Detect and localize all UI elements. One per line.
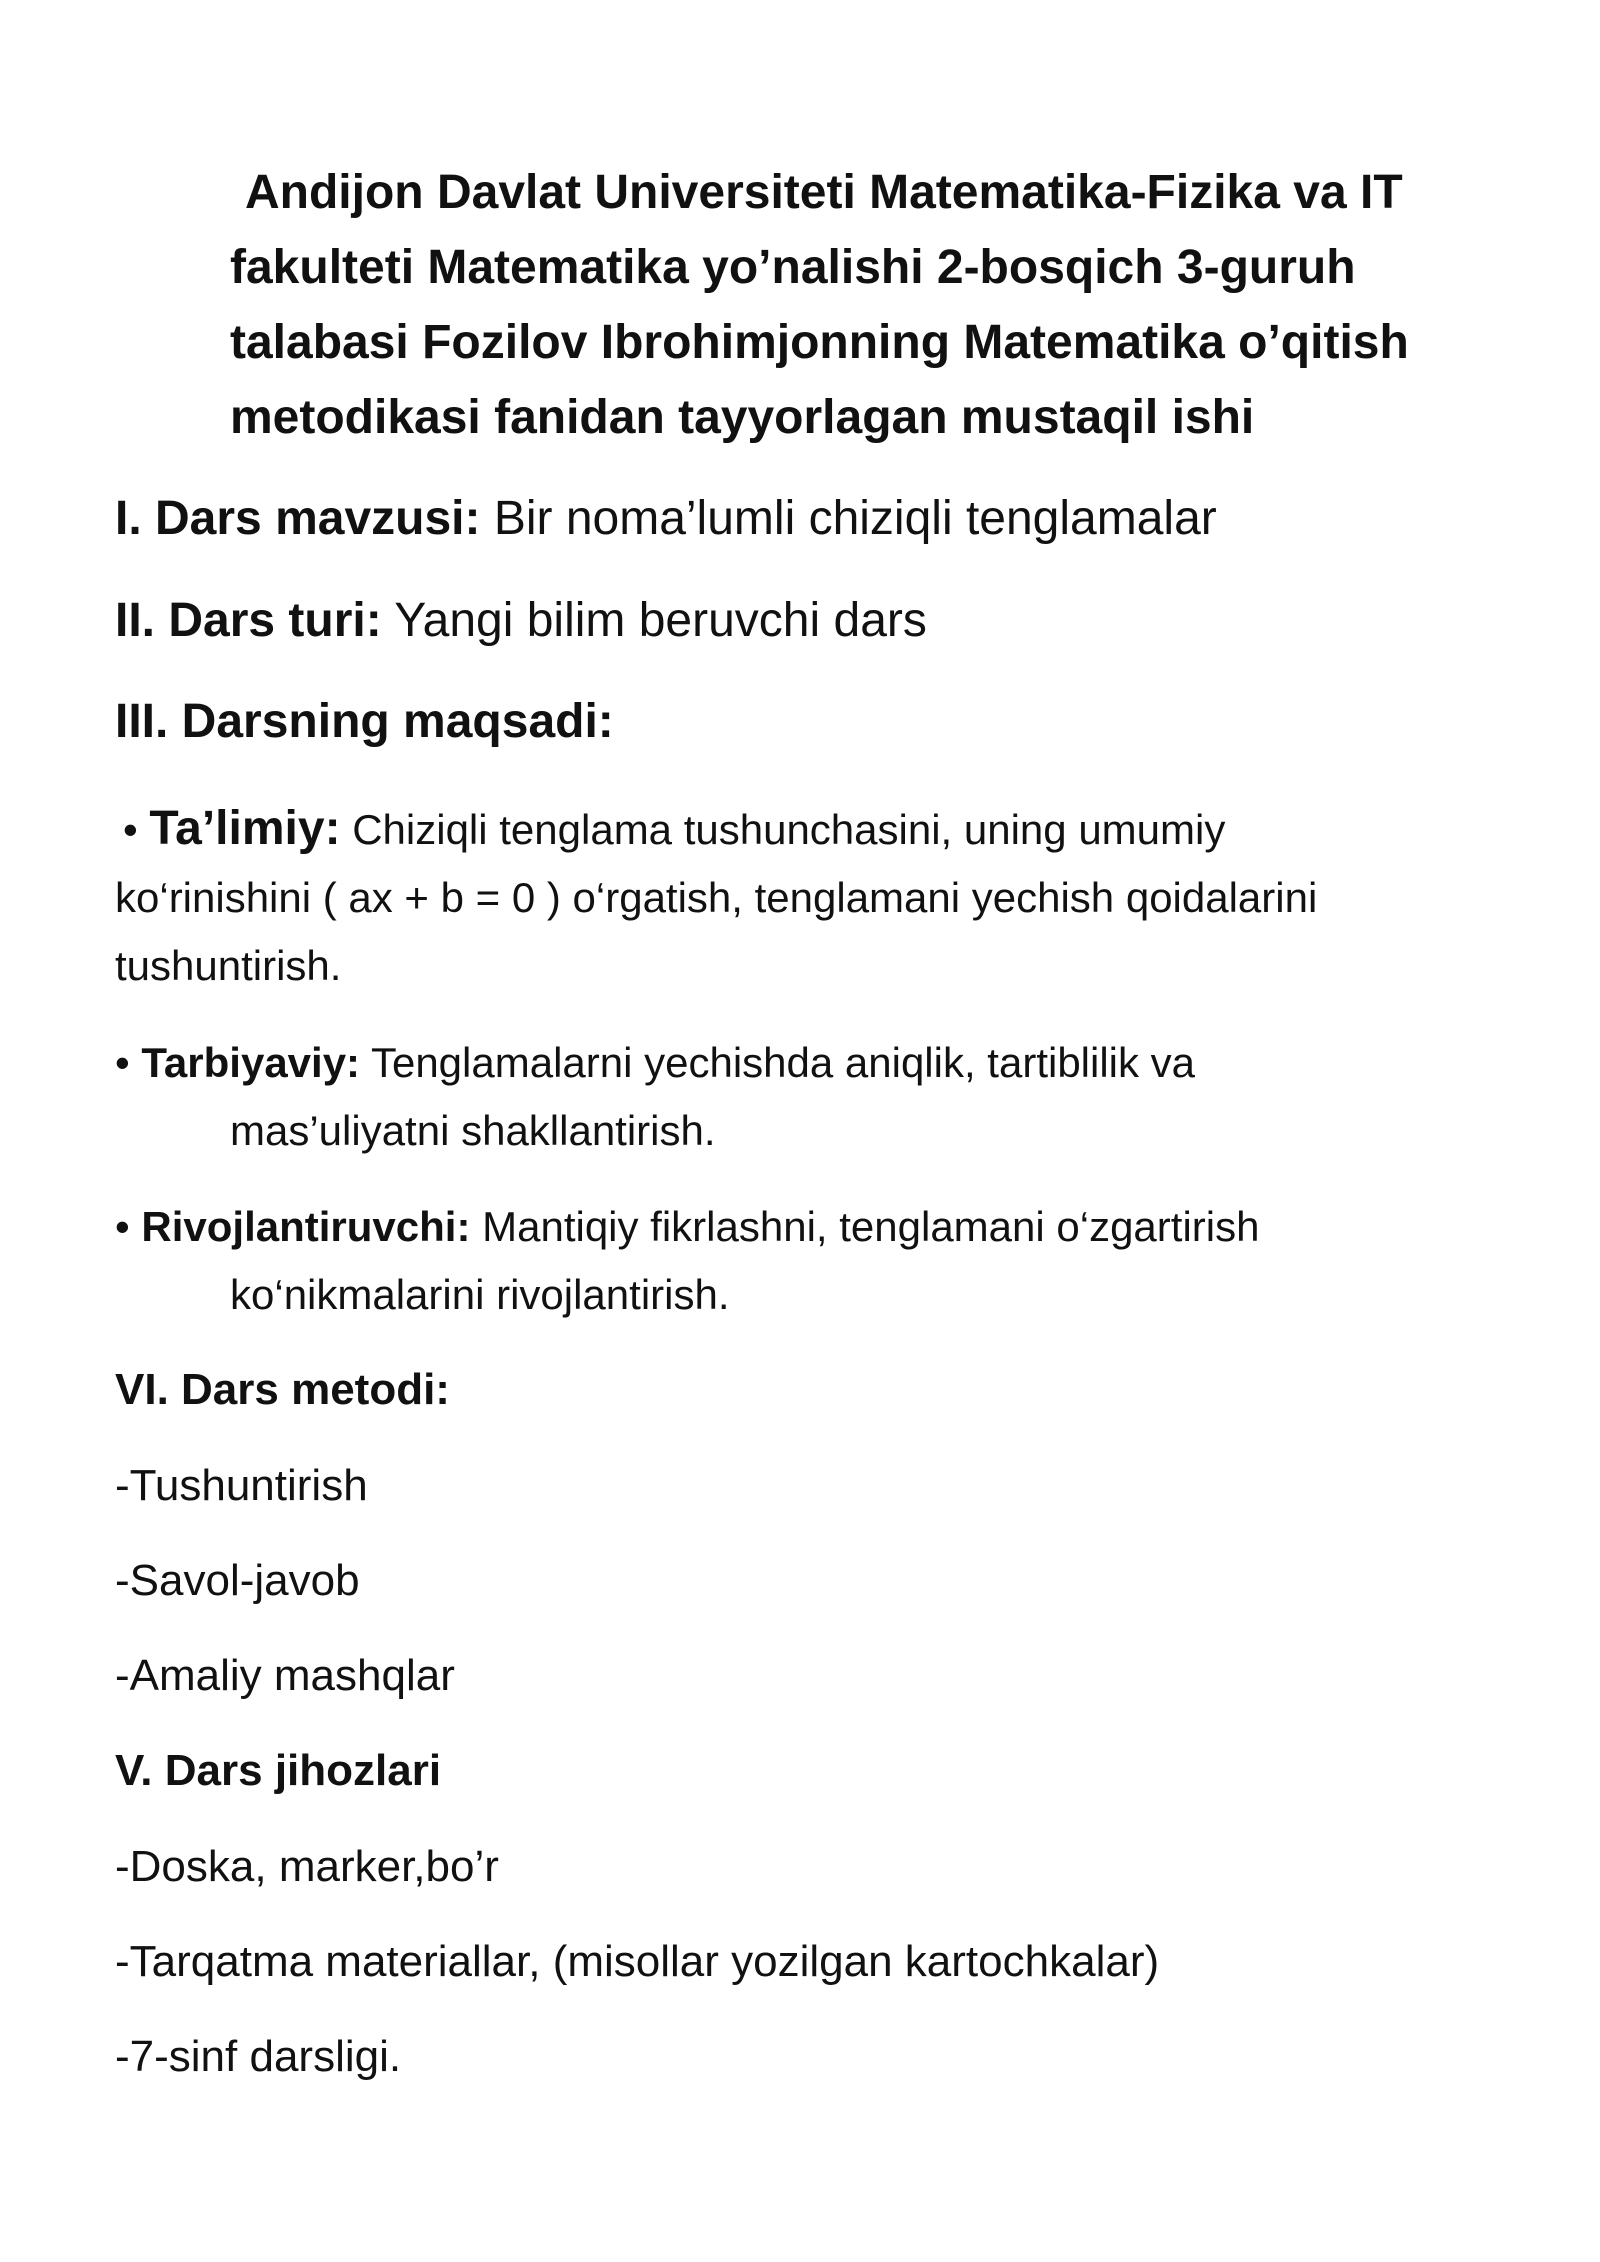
equipment-heading: V. Dars jihozlari [115, 1746, 442, 1795]
goal-educational-label: Ta’limiy: [149, 802, 341, 855]
lesson-topic-value: Bir noma’lumli chiziqli tenglamalar [480, 492, 1217, 545]
goal-educational-text-3: tushuntirish. [115, 942, 342, 989]
equipment-item-1: -Doska, marker,bo’r [115, 1842, 499, 1891]
method-item-3: -Amaliy mashqlar [115, 1651, 455, 1700]
equipment-item-3: -7-sinf darsligi. [115, 2032, 402, 2081]
lesson-type-value: Yangi bilim beruvchi dars [381, 594, 927, 647]
title-line-2: fakulteti Matematika yo’nalishi 2-bosqich 3-guruh [230, 241, 1356, 294]
goal-upbringing-text-2: mas’uliyatni shakllantirish. [230, 1107, 716, 1154]
lesson-goals-heading: III. Darsning maqsadi: [115, 695, 614, 748]
goal-developmental-label: Rivojlantiruvchi: [141, 1203, 471, 1250]
goal-upbringing [115, 1029, 1475, 1165]
document-title [230, 155, 1460, 455]
goal-educational [115, 795, 1475, 1000]
bullet-icon: • [115, 1203, 130, 1250]
methods-heading: VI. Dars metodi: [115, 1365, 450, 1414]
goal-upbringing-label: Tarbiyaviy: [141, 1039, 361, 1086]
equipment-item-2: -Tarqatma materiallar, (misollar yozilgan kartochkalar) [115, 1937, 1160, 1986]
goal-educational-text-1: Chiziqli tenglama tushunchasini, uning umumiy [340, 806, 1226, 853]
goal-upbringing-text-1: Tenglamalarni yechishda aniqlik, tartiblilik va [360, 1039, 1196, 1086]
method-item-1: -Tushuntirish [115, 1461, 368, 1510]
goal-developmental-text-2: ko‘nikmalarini rivojlantirish. [230, 1271, 730, 1318]
goal-educational-text-2: ko‘rinishini ( ax + b = 0 ) o‘rgatish, tenglamani yechish qoidalarini [115, 874, 1318, 921]
title-line-3: talabasi Fozilov Ibrohimjonning Matematika o’qitish [230, 316, 1409, 369]
title-line-4: metodikasi fanidan tayyorlagan mustaqil ishi [230, 391, 1255, 444]
goal-developmental [115, 1193, 1475, 1329]
bullet-icon: • [123, 806, 138, 853]
goal-developmental-text-1: Mantiqiy fikrlashni, tenglamani o‘zgartirish [470, 1203, 1260, 1250]
lesson-topic [115, 489, 1217, 549]
lesson-type [115, 591, 927, 651]
method-item-2: -Savol-javob [115, 1556, 360, 1605]
bullet-icon: • [115, 1039, 130, 1086]
title-line-1: Andijon Davlat Universiteti Matematika-Fizika va IT [245, 166, 1403, 219]
lesson-type-label: II. Dars turi: [115, 594, 382, 647]
lesson-topic-label: I. Dars mavzusi: [115, 492, 481, 545]
